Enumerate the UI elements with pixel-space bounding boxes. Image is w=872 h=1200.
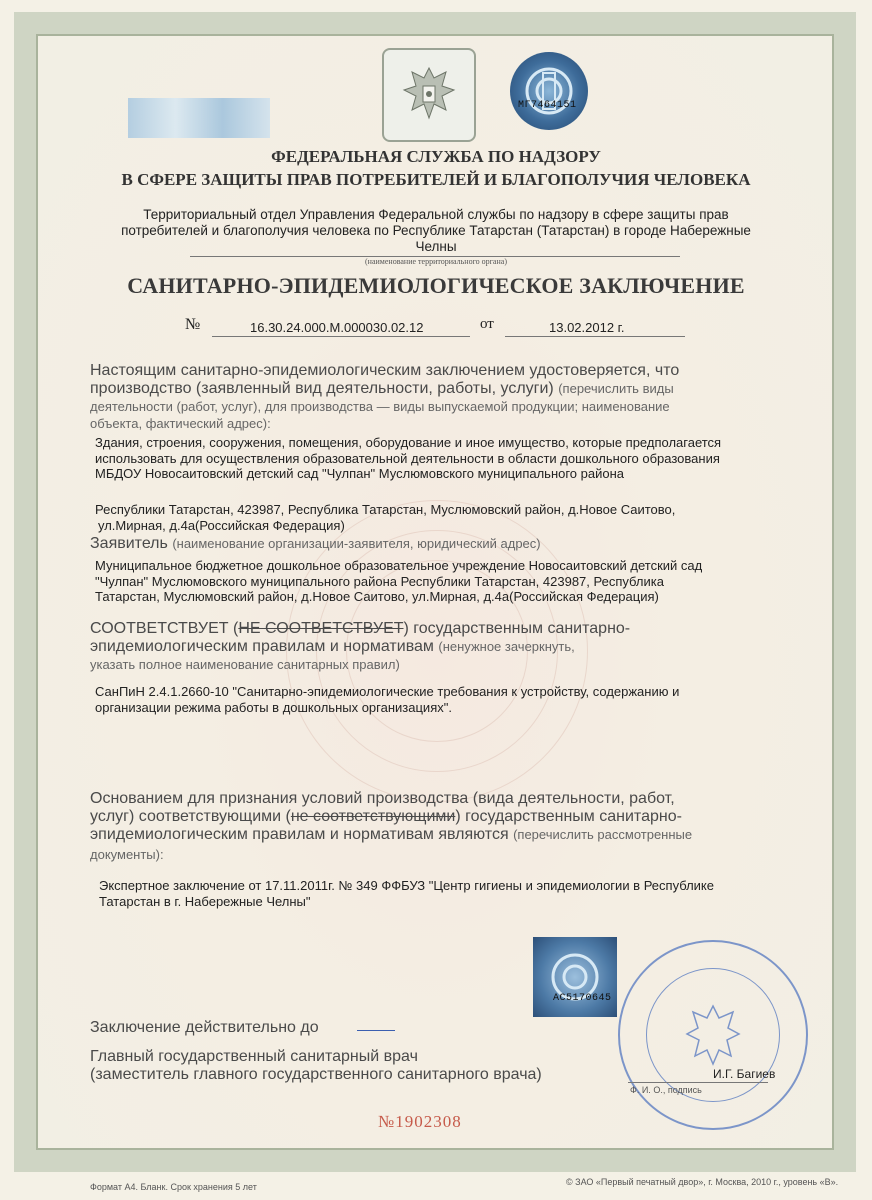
basis-doc-line2: Татарстан в г. Набережные Челны"	[99, 893, 311, 909]
compliance-yes: СООТВЕТСТВУЕТ	[90, 620, 229, 637]
basis-line2-a: услуг) соответствующими (	[90, 808, 291, 825]
territorial-body	[0, 207, 872, 255]
applicant-line1: Муниципальное бюджетное дошкольное образовательное учреждение Новосаитовский детский сад	[95, 558, 703, 573]
applicant-details	[95, 558, 702, 605]
rules-text	[95, 684, 679, 715]
compliance-rest1: государственным санитарно-	[413, 620, 631, 637]
state-emblem-icon	[382, 48, 476, 142]
certify-line3: деятельности (работ, услуг), для производства — виды выпускаемой продукции; наименование	[90, 399, 670, 414]
certify-line2-note: (перечислить виды	[558, 381, 674, 396]
signature-line2: (заместитель главного государственного санитарного врача)	[90, 1066, 542, 1083]
compliance-open-paren: (	[232, 620, 239, 637]
territorial-caption: (наименование территориального органа)	[365, 257, 507, 266]
compliance-line2	[90, 638, 575, 655]
date-underline	[505, 336, 685, 337]
validity-date-line	[357, 1030, 395, 1031]
object-line3: МБДОУ Новосаитовский детский сад "Чулпан" Муслюмовского муниципального района	[95, 466, 625, 481]
hologram-strip	[128, 98, 270, 138]
territorial-line2: потребителей и благополучия человека по Республике Татарстан (Татарстан) в городе Набережные	[121, 223, 751, 238]
applicant-line2: "Чулпан" Муслюмовского муниципального района Республики Татарстан, 423987, Республика	[95, 573, 664, 589]
document-title: САНИТАРНО-ЭПИДЕМИОЛОГИЧЕСКОЕ ЗАКЛЮЧЕНИЕ	[127, 273, 745, 298]
hologram-code: МГ7464151	[518, 100, 577, 111]
basis-struck: не соответствующими	[290, 808, 456, 825]
territorial-line1: Территориальный отдел Управления Федеральной службы по надзору в сфере защиты прав	[143, 207, 729, 222]
hologram-seal-icon	[510, 52, 588, 130]
object-description	[95, 435, 721, 482]
rules-line2: организации режима работы в дошкольных организациях".	[95, 699, 452, 715]
address-line1: Республики Татарстан, 423987, Республика Татарстан, Муслюмовский район, д.Новое Саитово,	[95, 502, 676, 517]
lower-hologram-icon	[533, 937, 617, 1017]
applicant-label: Заявитель	[90, 535, 168, 552]
document-date: 13.02.2012 г.	[549, 320, 625, 335]
agency-title-line1: ФЕДЕРАЛЬНАЯ СЛУЖБА ПО НАДЗОРУ	[271, 147, 601, 166]
address-line2: ул.Мирная, д.4а(Российская Федерация)	[98, 517, 345, 533]
stamp-eagle-icon	[683, 1000, 743, 1070]
territorial-line3: Челны	[415, 239, 457, 254]
compliance-line3: указать полное наименование санитарных правил)	[90, 657, 400, 672]
signature-caption: Ф. И. О., подпись	[630, 1085, 702, 1095]
signature-line1: Главный государственный санитарный врач	[90, 1048, 418, 1065]
compliance-close-paren: )	[403, 620, 409, 637]
document-number: 16.30.24.000.М.000030.02.12	[250, 320, 424, 335]
footer-left: Формат А4. Бланк. Срок хранения 5 лет	[90, 1182, 257, 1192]
certify-line1: Настоящим санитарно-эпидемиологическим заключением удостоверяется, что	[90, 362, 680, 379]
agency-title-line2: В СФЕРЕ ЗАЩИТЫ ПРАВ ПОТРЕБИТЕЛЕЙ И БЛАГОПОЛУЧИЯ ЧЕЛОВЕКА	[121, 170, 751, 189]
applicant-heading	[90, 535, 541, 552]
compliance-line2-main: эпидемиологическим правилам и нормативам	[90, 638, 434, 655]
rules-line1: СанПиН 2.4.1.2660-10 "Санитарно-эпидемиологические требования к устройству, содержанию и	[95, 684, 680, 699]
basis-line2	[90, 808, 682, 825]
basis-line3-note: (перечислить рассмотренные	[513, 827, 693, 842]
date-label: от	[480, 316, 494, 332]
certify-line4: объекта, фактический адрес):	[90, 416, 271, 431]
compliance-no-struck: НЕ СООТВЕТСТВУЕТ	[238, 620, 404, 637]
certify-line2-main: производство (заявленный вид деятельности, работы, услуги)	[90, 380, 554, 397]
number-label: №	[185, 316, 201, 333]
compliance-line2-note: (ненужное зачеркнуть,	[438, 639, 575, 654]
signer-name: И.Г. Багиев	[713, 1067, 776, 1081]
basis-line3-main: эпидемиологическим правилам и нормативам являются	[90, 826, 509, 843]
validity-label: Заключение действительно до	[90, 1019, 319, 1036]
basis-line1: Основанием для признания условий производства (вида деятельности, работ,	[90, 790, 675, 807]
basis-line3	[90, 826, 692, 843]
number-underline	[212, 336, 470, 337]
applicant-line3: Татарстан, Муслюмовский район, д.Новое Саитово, ул.Мирная, д.4а(Российская Федерация)	[95, 589, 659, 604]
serial-number: №1902308	[378, 1112, 462, 1131]
certify-line2	[90, 380, 674, 397]
lower-hologram-code: AC5170645	[553, 993, 612, 1004]
compliance-line1	[90, 620, 630, 637]
footer-right: © ЗАО «Первый печатный двор», г. Москва, 2010 г., уровень «В».	[566, 1177, 839, 1187]
basis-documents	[99, 878, 714, 909]
basis-doc-line1: Экспертное заключение от 17.11.2011г. № 349 ФФБУЗ "Центр гигиены и эпидемиологии в Республике	[99, 878, 714, 893]
basis-line4: документы):	[90, 847, 164, 862]
object-line1: Здания, строения, сооружения, помещения, оборудование и иное имущество, которые предполагается	[95, 435, 722, 450]
object-line2: использовать для осуществления образовательной деятельности в области дошкольного образования	[95, 450, 720, 466]
object-address	[95, 502, 675, 533]
applicant-note: (наименование организации-заявителя, юридический адрес)	[172, 536, 541, 551]
basis-line2-b: ) государственным санитарно-	[455, 808, 682, 825]
